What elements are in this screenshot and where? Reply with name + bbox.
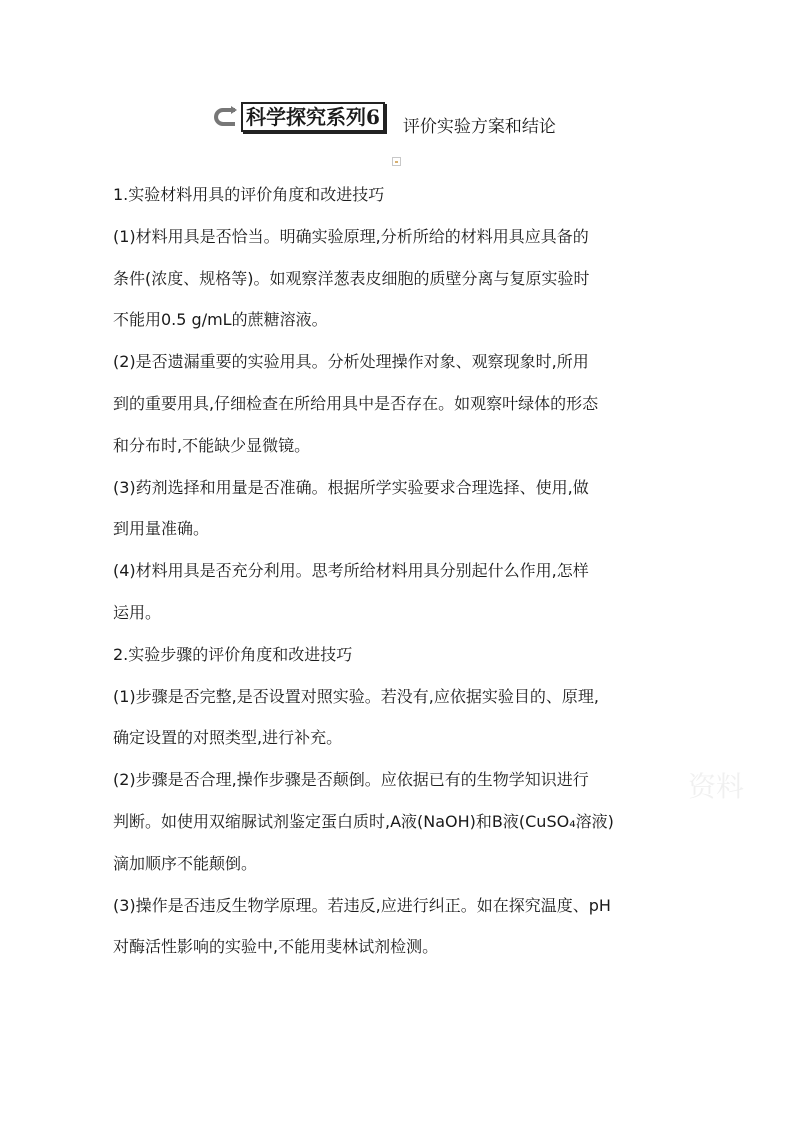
paragraph-line: 和分布时,不能缺少显微镜。 — [113, 435, 311, 455]
paragraph-line: 不能用0.5 g/mL的蔗糖溶液。 — [113, 310, 328, 330]
section-header — [213, 100, 556, 137]
paragraph-line: (1)材料用具是否恰当。明确实验原理,分析所给的材料用具应具备的 — [113, 226, 589, 246]
paragraph-line: 条件(浓度、规格等)。如观察洋葱表皮细胞的质壁分离与复原实验时 — [113, 268, 590, 288]
paragraph-line: (1)步骤是否完整,是否设置对照实验。若没有,应依据实验目的、原理, — [113, 686, 599, 706]
paragraph-line: 到的重要用具,仔细检查在所给用具中是否存在。如观察叶绿体的形态 — [113, 393, 599, 413]
heading-2: 2.实验步骤的评价角度和改进技巧 — [113, 644, 353, 664]
paragraph-line: (3)药剂选择和用量是否准确。根据所学实验要求合理选择、使用,做 — [113, 477, 589, 497]
page-title: 评价实验方案和结论 — [402, 116, 556, 137]
document-body — [113, 184, 693, 978]
paragraph-line: 运用。 — [113, 602, 162, 622]
paragraph-line: 对酶活性影响的实验中,不能用斐林试剂检测。 — [113, 937, 439, 957]
watermark: 资料 — [688, 770, 745, 803]
paragraph-line: 到用量准确。 — [113, 519, 210, 539]
paragraph-line: (2)是否遗漏重要的实验用具。分析处理操作对象、观察现象时,所用 — [113, 352, 589, 372]
paragraph-line: 确定设置的对照类型,进行补充。 — [113, 728, 343, 748]
series-label: 科学探究系列6 — [241, 102, 385, 132]
image-placeholder-icon — [392, 157, 401, 166]
paragraph-line: 滴加顺序不能颠倒。 — [113, 853, 258, 873]
paragraph-line: 判断。如使用双缩脲试剂鉴定蛋白质时,A液(NaOH)和B液(CuSO₄溶液) — [113, 811, 614, 831]
heading-1: 1.实验材料用具的评价角度和改进技巧 — [113, 185, 385, 204]
paragraph-line: (3)操作是否违反生物学原理。若违反,应进行纠正。如在探究温度、pH — [113, 895, 611, 915]
curved-arrow-icon — [213, 104, 239, 130]
paragraph-line: (2)步骤是否合理,操作步骤是否颠倒。应依据已有的生物学知识进行 — [113, 770, 589, 790]
paragraph-line: (4)材料用具是否充分利用。思考所给材料用具分别起什么作用,怎样 — [113, 561, 589, 581]
